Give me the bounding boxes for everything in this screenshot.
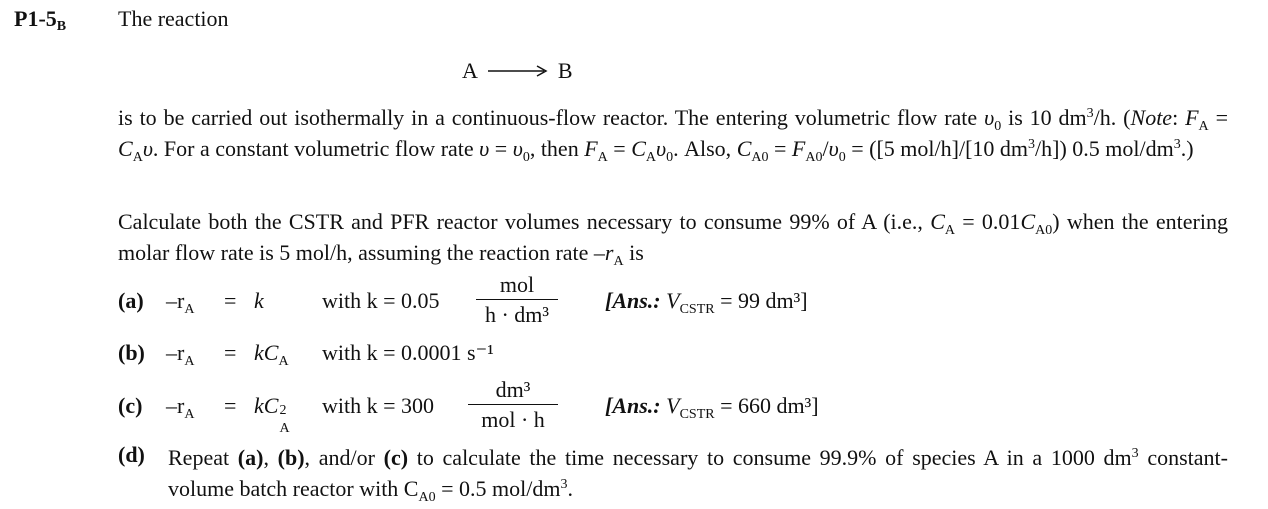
part-c-units-fraction: [468, 377, 558, 433]
reactant-label: A: [462, 58, 478, 83]
part-c-rate-constant: with k = 300: [322, 393, 435, 418]
part-c-label: (c): [118, 393, 143, 418]
part-c-answer: [Ans.: $V_{CSTR} = 660$ dm³]: [605, 393, 819, 422]
part-c-units-denominator: mol · h: [481, 407, 545, 432]
part-b-rate-constant: with k = 0.0001 s⁻¹: [322, 340, 494, 365]
problem-lead-text: The reaction: [118, 6, 229, 31]
part-b-rate-lhs: $-r_A$: [166, 340, 195, 369]
part-b-rate-rhs: $kC_A$: [254, 340, 289, 369]
part-d-text: Repeat (a), (b), and/or (c) to calculate the time necessary to consume 99.9% of species A in a 1000 $dm^3$ constant-volume batch reactor with $C_{A0} = 0.5$ mol/$dm^3$.: [168, 445, 1228, 505]
part-a-answer: [Ans.: $V_{CSTR} = 99$ dm³]: [605, 288, 808, 317]
reaction-arrow-icon: [488, 64, 548, 78]
part-a-units-denominator: h · dm³: [484, 302, 550, 327]
part-a-rate-rhs: k: [254, 288, 264, 313]
fraction-bar: [468, 404, 558, 405]
part-c-units-numerator: dm³: [495, 377, 531, 402]
part-c-equals: =: [224, 393, 237, 418]
part-b-label: (b): [118, 340, 145, 365]
product-label: B: [557, 58, 573, 83]
part-a-units-numerator: mol: [499, 272, 535, 297]
part-c-rate-rhs: kC 2 A: [254, 393, 290, 436]
part-a-rate-constant: with k = 0.05: [322, 288, 440, 313]
paragraph-reactor-description: is to be carried out isothermally in a continuous-flow reactor. The entering volumetric flow rate $\upsilon_0$ is 10 $dm^3/h$. (Note: $F_A = C_A\upsilon$. For a constant volumetric flow rate $\upsilon = \upsilon_0$, then $F_A = C_A\upsilon_0$. Also, $C_{A0} = F_{A0}/\upsilon_0 = ([5$ mol/h]/[10 $dm^3/h$]) 0.5 mol/$dm^3$.): [118, 105, 1228, 165]
problem-number: $P1-5_B$: [14, 6, 67, 34]
part-a-equals: =: [224, 288, 237, 313]
part-a-units-fraction: [476, 272, 558, 328]
part-b-equals: =: [224, 340, 237, 365]
reaction-equation: [462, 58, 573, 84]
part-a-label: (a): [118, 288, 144, 313]
part-c-rate-lhs: $-r_A$: [166, 393, 195, 422]
fraction-bar: [476, 299, 558, 300]
paragraph-calculate-volumes: Calculate both the CSTR and PFR reactor volumes necessary to consume 99% of A (i.e., $C_A = 0.01C_{A0}$) when the entering molar flow rate is 5 mol/h, assuming the reaction rate $-r_A$ is: [118, 209, 1228, 269]
part-d-label: (d): [118, 442, 145, 467]
part-a-rate-lhs: $-r_A$: [166, 288, 195, 317]
